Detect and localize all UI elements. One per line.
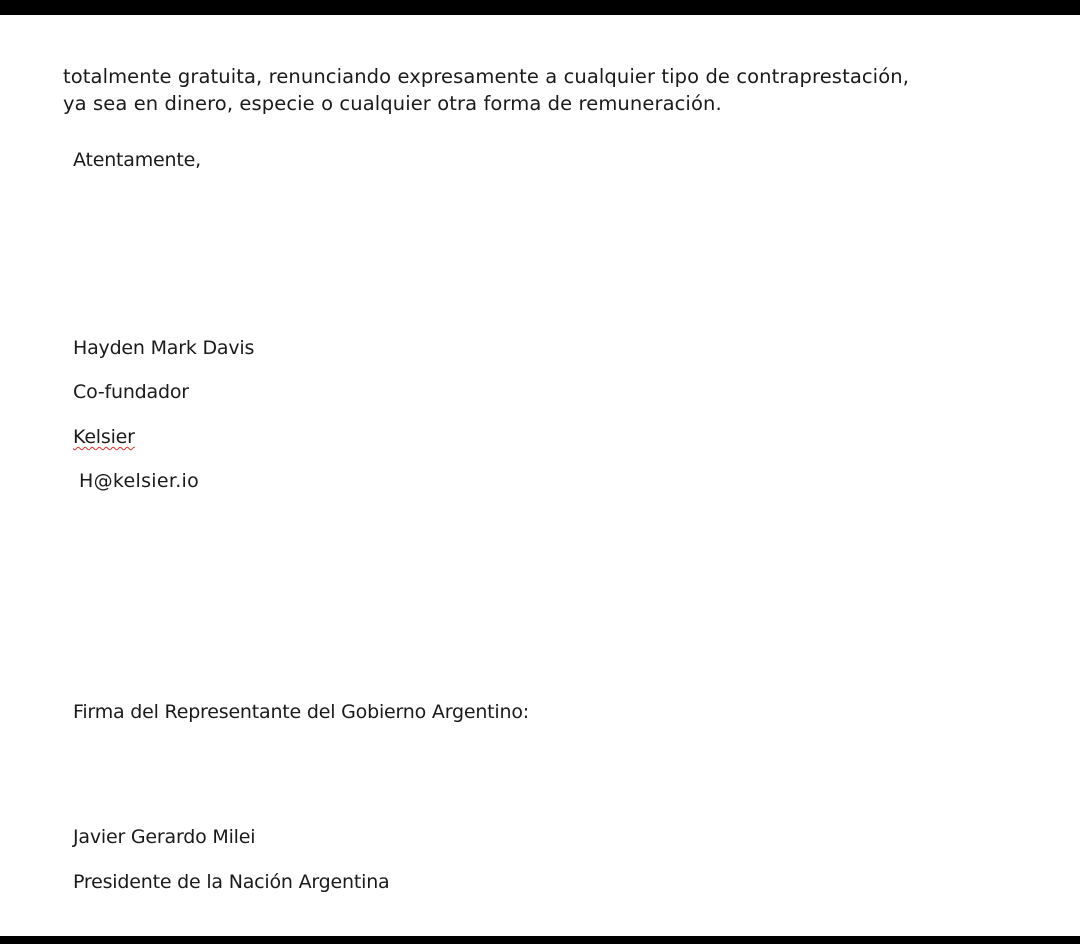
- sender-company: [73, 425, 135, 449]
- paragraph-line-1: totalmente gratuita, renunciando expresamente a cualquier tipo de contraprestación,: [63, 65, 909, 88]
- government-signature-label: Firma del Representante del Gobierno Argentino:: [73, 701, 529, 723]
- sender-company-text: Kelsier: [73, 426, 135, 448]
- recipient-name: Javier Gerardo Milei: [73, 826, 256, 848]
- paragraph-line-2: ya sea en dinero, especie o cualquier otra forma de remuneración.: [63, 92, 722, 115]
- closing-text: Atentamente,: [73, 149, 201, 171]
- sender-email: H@kelsier.io: [79, 470, 200, 492]
- sender-title: Co-fundador: [73, 381, 189, 403]
- sender-name: Hayden Mark Davis: [73, 337, 255, 359]
- body-paragraph: [63, 63, 1053, 117]
- recipient-title: Presidente de la Nación Argentina: [73, 871, 390, 893]
- document-page: [0, 15, 1080, 936]
